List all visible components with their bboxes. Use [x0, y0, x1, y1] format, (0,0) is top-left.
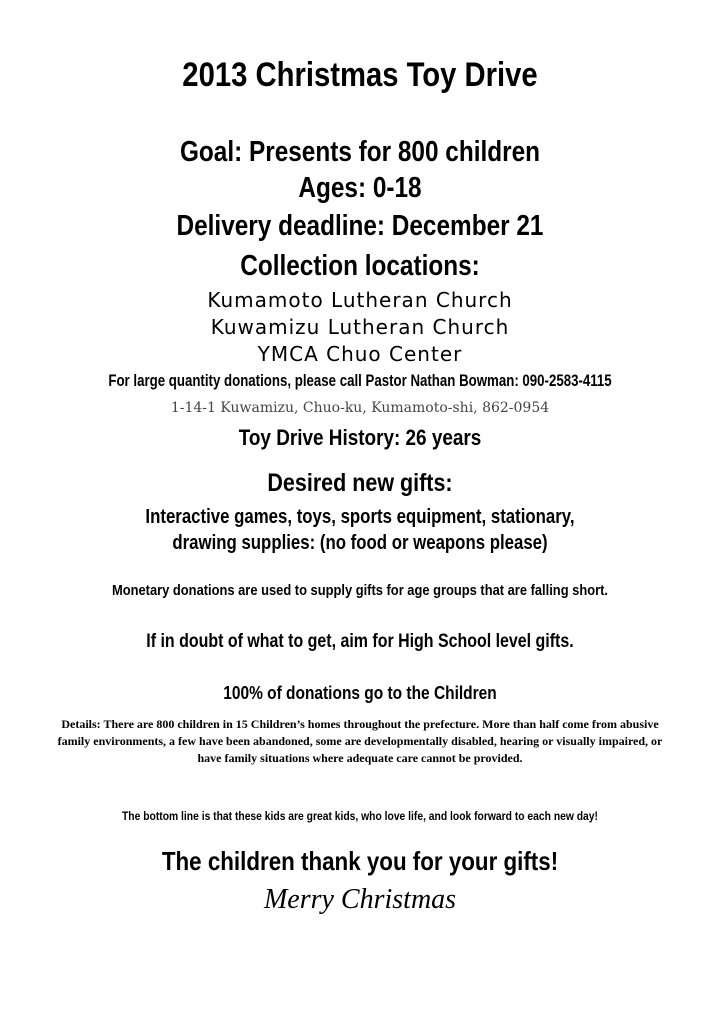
bottom-line: The bottom line is that these kids are great kids, who love life, and look forward to each new day! [122, 809, 598, 823]
address-line: 1-14-1 Kuwamizu, Chuo-ku, Kumamoto-shi, 862-0954 [170, 400, 550, 416]
details-paragraph: Details: There are 800 children in 15 Children’s homes throughout the prefecture. More than half come from abusive family environments, a few have been abandoned, some are developmentally disabled, hearing or visually impaired, or have family situations where adequate care cannot be provided. [57, 717, 663, 765]
thanks-line: The children thank you for your gifts! [161, 846, 559, 876]
desired-gifts-line: drawing supplies: (no food or weapons please) [172, 532, 548, 554]
location-item: Kumamoto Lutheran Church [207, 288, 513, 312]
desired-heading: Desired new gifts: [267, 469, 453, 497]
location-item: YMCA Chuo Center [257, 342, 463, 366]
flyer-title: 2013 Christmas Toy Drive [182, 56, 538, 94]
doubt-line: If in doubt of what to get, aim for High School level gifts. [146, 631, 574, 652]
collection-heading: Collection locations: [240, 250, 480, 282]
merry-christmas: Merry Christmas [263, 884, 457, 915]
history-line: Toy Drive History: 26 years [238, 425, 482, 450]
ages-line: Ages: 0-18 [298, 172, 422, 204]
goal-line: Goal: Presents for 800 children [179, 136, 541, 168]
deadline-line: Delivery deadline: December 21 [176, 210, 544, 242]
percent-line: 100% of donations go to the Children [223, 683, 497, 703]
desired-gifts-line: Interactive games, toys, sports equipment, stationary, [145, 506, 575, 528]
monetary-line: Monetary donations are used to supply gifts for age groups that are falling short. [111, 582, 608, 599]
location-item: Kuwamizu Lutheran Church [210, 315, 510, 339]
large-donations-line: For large quantity donations, please call Pastor Nathan Bowman: 090-2583-4115 [108, 371, 612, 390]
